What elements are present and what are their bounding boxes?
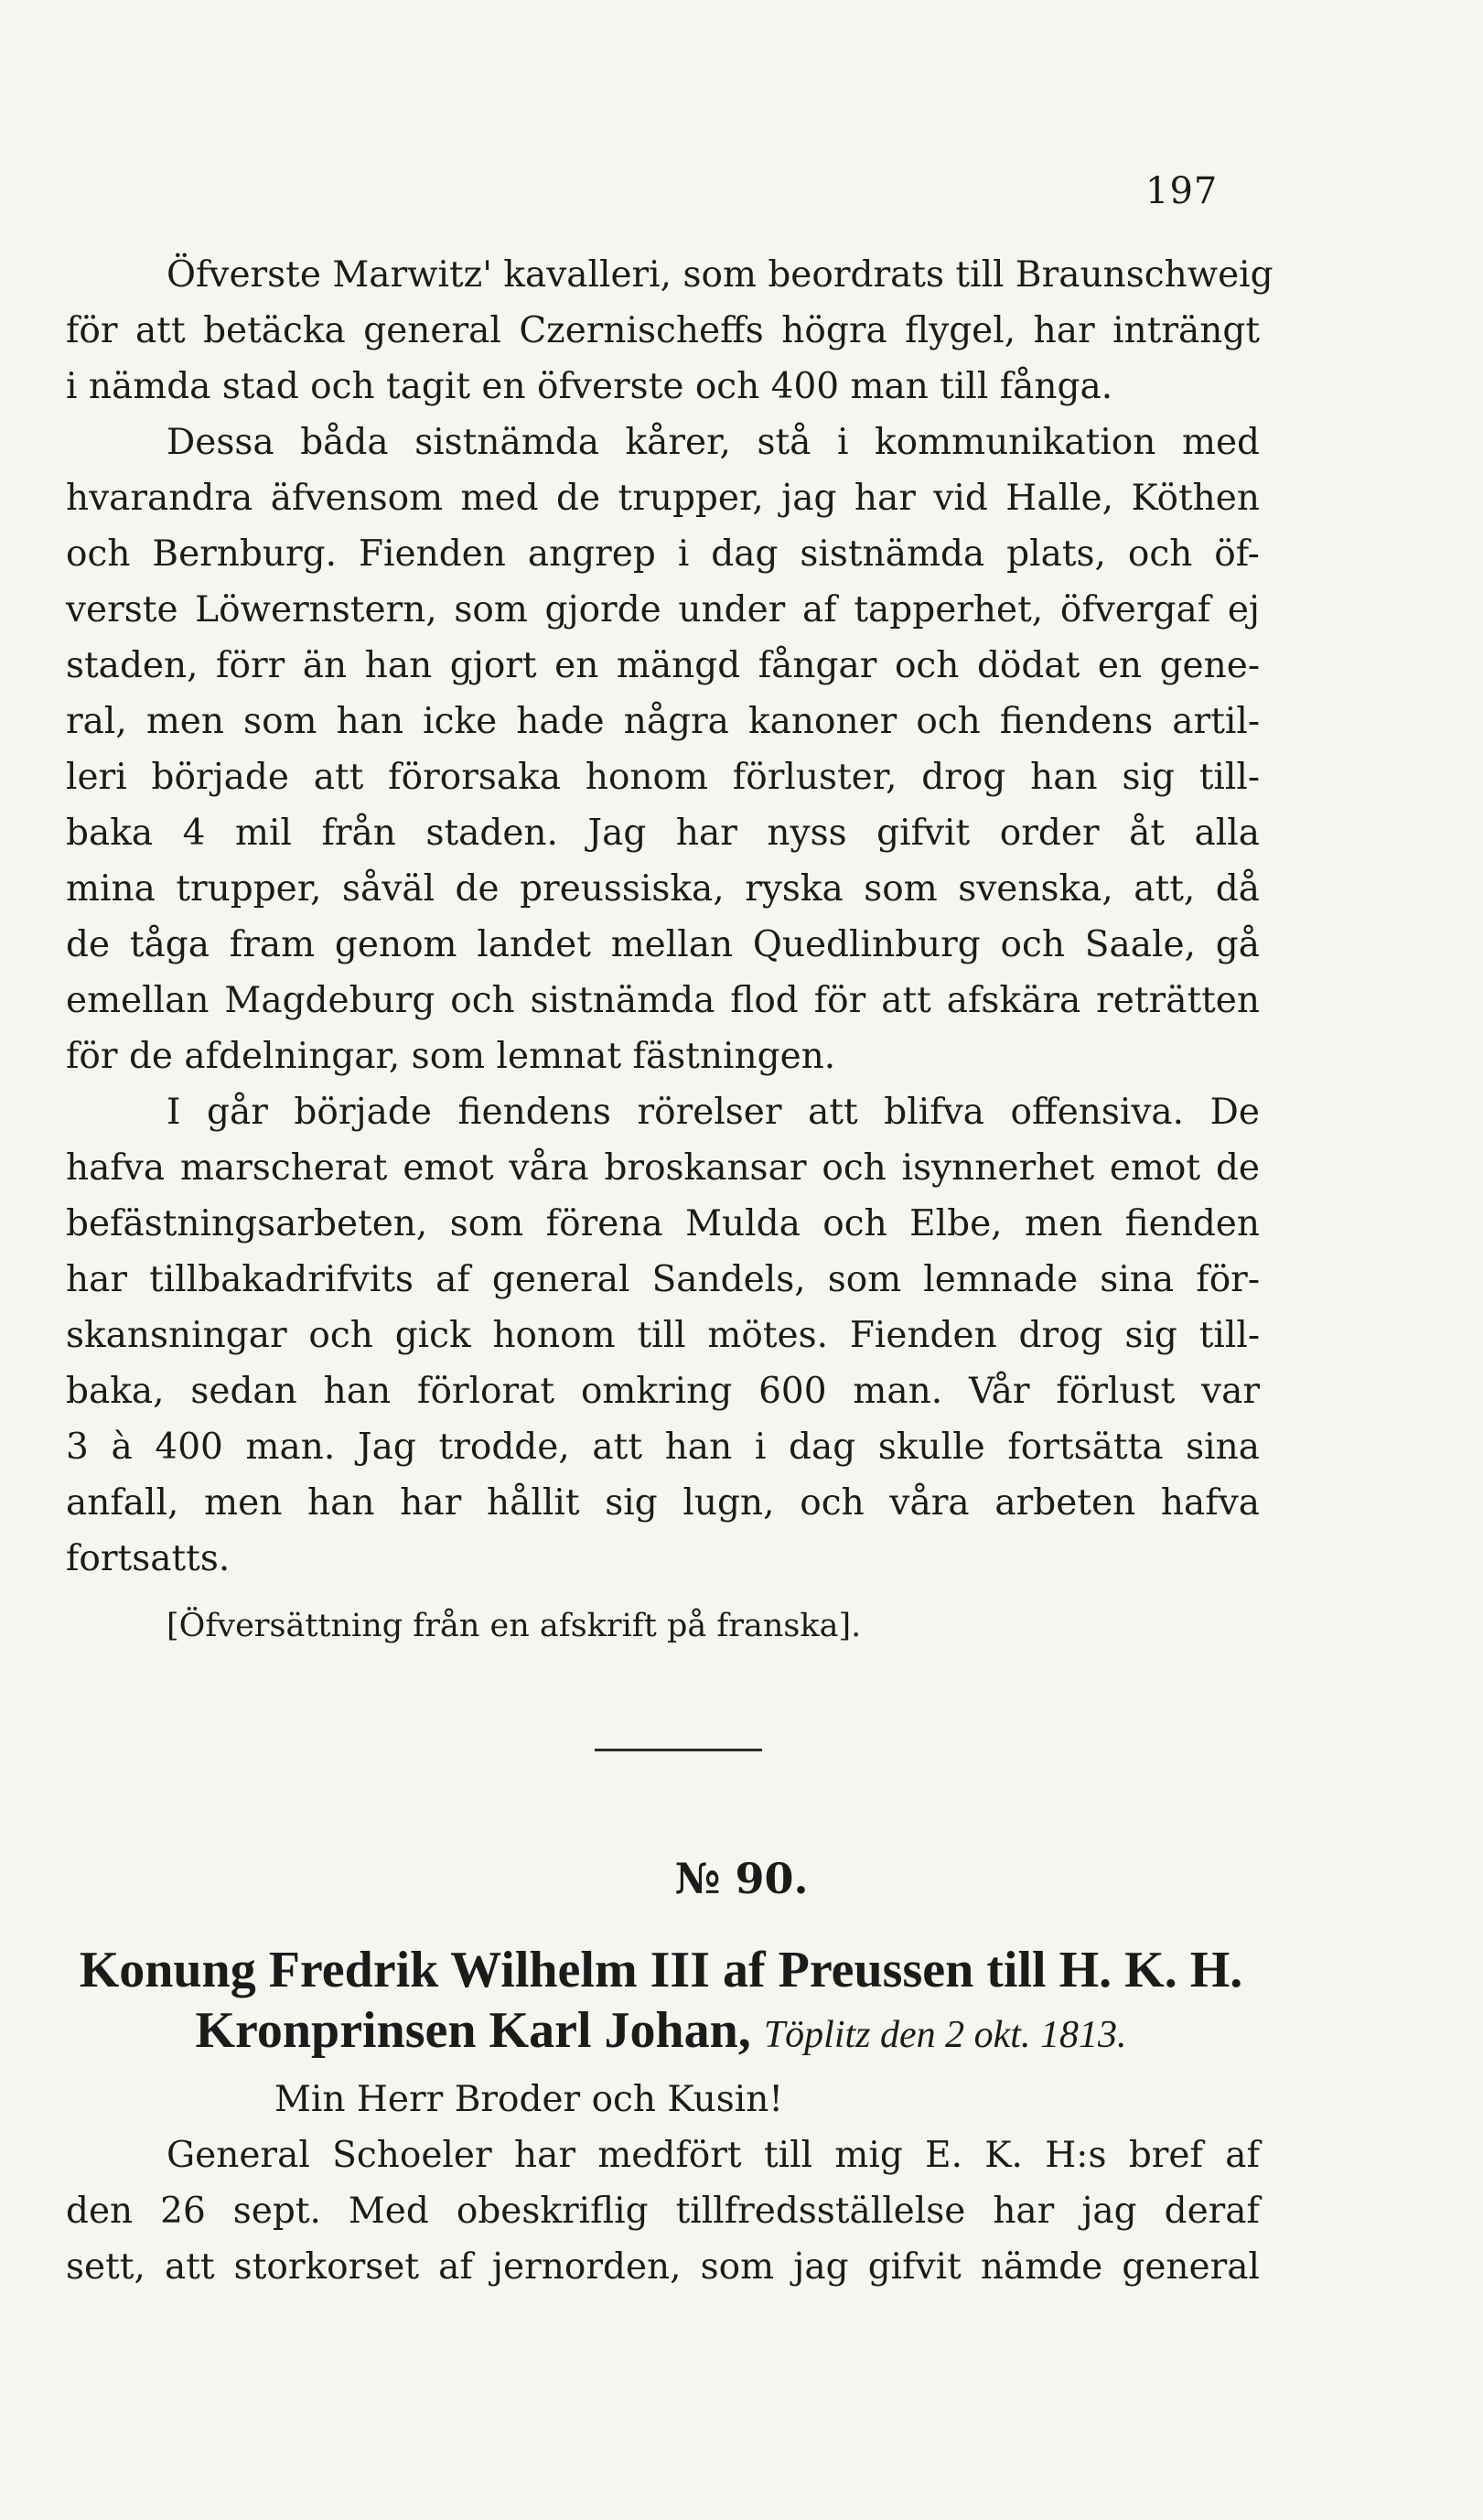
letter-heading-line-2: [62, 2000, 1260, 2065]
text-line: 3 à 400 man. Jag trodde, att han i dag skulle fortsätta sina: [66, 1427, 1260, 1468]
text-line: I går började fiendens rörelser att blifva offensiva. De: [167, 1092, 1260, 1133]
text-line: i nämda stad och tagit en öfverste och 400 man till fånga.: [66, 366, 1113, 407]
text-line: befästningsarbeten, som förena Mulda och Elbe, men fienden: [66, 1203, 1260, 1244]
page-number: 197: [1145, 170, 1219, 212]
text-line: verste Löwernstern, som gjorde under af tapperhet, öfvergaf ej: [66, 589, 1260, 630]
text-line: General Schoeler har medfört till mig E. K. H:s bref af: [167, 2135, 1260, 2176]
text-line: för att betäcka general Czernischeffs högra flygel, har inträngt: [66, 310, 1260, 351]
text-line: staden, förr än han gjort en mängd fångar och dödat en gene-: [66, 645, 1260, 686]
text-line: baka, sedan han förlorat omkring 600 man. Vår förlust var: [66, 1371, 1260, 1412]
text-line: de tåga fram genom landet mellan Quedlinburg och Saale, gå: [66, 924, 1260, 965]
text-line: fortsatts.: [66, 1538, 231, 1579]
section-divider: [595, 1749, 762, 1751]
text-line: för de afdelningar, som lemnat fästningen.: [66, 1036, 836, 1077]
text-line: ral, men som han icke hade några kanoner och fiendens artil-: [66, 701, 1260, 742]
text-line: skansningar och gick honom till mötes. Fienden drog sig till-: [66, 1315, 1260, 1356]
heading-place-date: Töplitz den 2 okt. 1813.: [763, 2014, 1127, 2056]
text-line: Öfverste Marwitz' kavalleri, som beordrats till Braunschweig: [167, 254, 1273, 296]
text-line: leri började att förorsaka honom förluster, drog han sig till-: [66, 757, 1260, 798]
translation-note: [Öfversättning från en afskrift på franska].: [167, 1608, 862, 1644]
letter-heading-line-1: Konung Fredrik Wilhelm III af Preussen till H. K. H.: [79, 1942, 1243, 1998]
text-line: den 26 sept. Med obeskriflig tillfredsställelse har jag deraf: [66, 2191, 1260, 2232]
text-line: sett, att storkorset af jernorden, som jag gifvit nämde general: [66, 2246, 1260, 2288]
text-line: emellan Magdeburg och sistnämda flod för att afskära reträtten: [66, 980, 1260, 1021]
text-line: anfall, men han har hållit sig lugn, och våra arbeten hafva: [66, 1482, 1260, 1524]
text-line: Dessa båda sistnämda kårer, stå i kommunikation med: [167, 422, 1260, 463]
salutation: Min Herr Broder och Kusin!: [274, 2079, 784, 2120]
text-line: hafva marscherat emot våra broskansar och isynnerhet emot de: [66, 1147, 1260, 1189]
heading-recipient: Kronprinsen Karl Johan,: [195, 2002, 751, 2059]
text-line: hvarandra äfvensom med de trupper, jag har vid Halle, Köthen: [66, 478, 1260, 519]
text-line: och Bernburg. Fienden angrep i dag sistnämda plats, och öf-: [66, 533, 1260, 575]
text-line: baka 4 mil från staden. Jag har nyss gifvit order åt alla: [66, 813, 1260, 854]
document-number: № 90.: [674, 1854, 809, 1903]
text-line: mina trupper, såväl de preussiska, ryska som svenska, att, då: [66, 868, 1260, 910]
text-line: har tillbakadrifvits af general Sandels, som lemnade sina för-: [66, 1259, 1260, 1300]
